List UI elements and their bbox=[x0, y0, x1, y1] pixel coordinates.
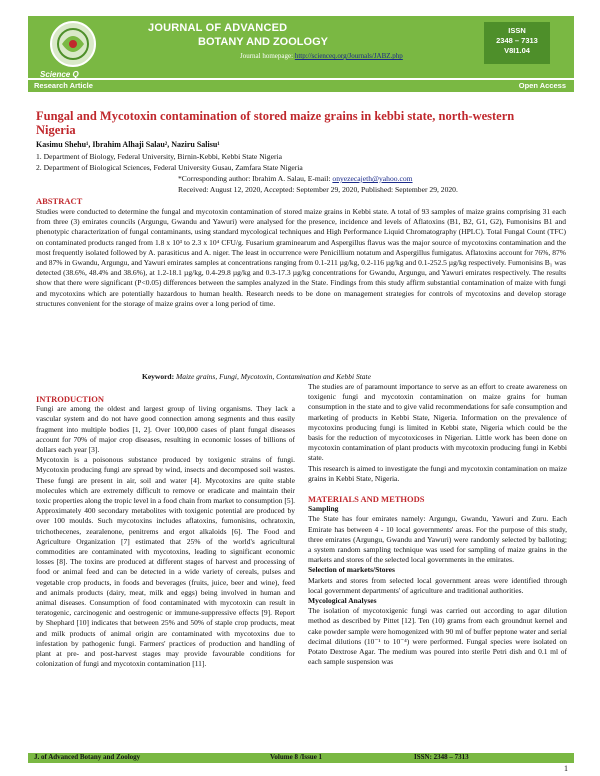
journal-name-line1: JOURNAL OF ADVANCED bbox=[148, 22, 288, 34]
logo-text: Science Q bbox=[40, 70, 79, 79]
keywords-text: Maize grains, Fungi, Mycotoxin, Contamination and Kebbi State bbox=[174, 372, 371, 381]
open-access-label: Open Access bbox=[518, 81, 566, 90]
corresponding-author bbox=[178, 174, 413, 183]
selection-heading: Selection of markets/Stores bbox=[308, 565, 395, 575]
methods-heading: MATERIALS AND METHODS bbox=[308, 494, 425, 505]
affiliation-2: 2. Department of Biological Sciences, Federal University Gusau, Zamfara State Nigeria bbox=[36, 163, 303, 172]
paper-title: Fungal and Mycotoxin contamination of stored maize grains in kebbi state, north-western Nigeria bbox=[36, 109, 515, 137]
left-column bbox=[36, 394, 295, 669]
sampling-text: The State has four emirates namely: Argungu, Gwandu, Yawuri and Zuru. Each Emirate has between 4 - 10 local governments' areas. For the purpose of this study, three emirates (Argungu, Gwandu and Yawuri) were randomly selected by balloting; a system random sampling technique was used for sampling of maize grains in the markets and stores of the selected local governments in the emirates. bbox=[308, 514, 567, 565]
issn-box bbox=[484, 22, 550, 64]
page-footer bbox=[28, 753, 574, 763]
mycological-heading: Mycological Analyses bbox=[308, 596, 377, 606]
sampling-heading: Sampling bbox=[308, 504, 339, 514]
selection-text: Markets and stores from selected local government areas were identified through local government departments' of agriculture and traditional authorities. bbox=[308, 575, 567, 595]
article-type: Research Article bbox=[34, 81, 93, 90]
journal-name-line2: BOTANY AND ZOOLOGY bbox=[198, 36, 328, 48]
intro-paragraph-2: Mycotoxin is a poisonous substance produced by toxigenic strains of fungi. Mycotoxin producing fungi are spread by wind, insects and decomposed soil wastes. These fungi are present in air, soil and water [4]. Mycotoxins are quite stable molecules which are extremely difficult to remove or eradicate and maintain their toxic properties along the tropic level in a food chain from market to consumption [5]. Approximately 400 secondary metabolites with toxigenic potential are produced by over 100 moulds. Such mycotoxins includes aflatoxins, fumonisins, ochratoxin, trichothecenes, zearalenone, penitrems and ergot alkaloids [6]. The Food and Agriculture Organization [7] estimated that 25% of the world's agricultural commodities are contaminated with mycotoxins, leading to significant economic losses [8]. The toxins are produced at different stages of harvest and processing of food or animal feed and can be detected in a wide variety of cereals, pulses and vegetable crop products, in foods and beverages (fruits, juice, beer and wine), feed and animals products (dairy, meat, milk and eggs) being involved in human and animal diseases. Consumption of food contaminated with mycotoxin can result in teratogenic, carcinogenic and oestrogenic or immune-suppressive effects [9]. Report by Shephard [10] indicates that between 25% and 50% of staple crop products, meat and milk products of animal origin are contaminated with mycotoxins due to infestation by pathogenic fungi. Farmers' practices of production and handling of plant at pre- and post-harvest stages may provide favourable conditions for colonization of fungi and mycotoxin contamination [11]. bbox=[36, 455, 295, 669]
received-dates: Received: August 12, 2020, Accepted: September 29, 2020, Published: September 29, 2020. bbox=[178, 185, 458, 194]
right-paragraph-2: This research is aimed to investigate the fungi and mycotoxin contamination on maize grains in Kebbi State, Nigeria. bbox=[308, 463, 567, 483]
homepage-link[interactable]: http://scienceq.org/Journals/JABZ.php bbox=[294, 52, 403, 60]
abstract-text: Studies were conducted to determine the fungal and mycotoxin contamination of stored maize grains in Kebbi state. A total of 93 samples of maize grains comprising 31 each from three (3) emirates councils (Argungu, Gwandu and Yawuri) were analysed for the presence, incidence and levels of Aflatoxins (B1, B2, G1, G2), Fumonisins B1 and phenotypic characterization of fungal contaminants, using standard mycological techniques and High Performance Liquid Chromatography (HPLC). Total Fungal Count (TFC) on contaminated products ranged from 1.8 x 10³ to 2.3 x 10⁴ CFU/g. Fusarium graminearum and Aspergillus flavus was the major source of mycotoxins contamination and the most frequently isolated followed by A. parasiticus and A. niger. The least in occurrence were Penicillium notatum and Aspergillus fumigatus. Aflatoxins account for 76%, 87% and 87% in Gwandu, Argungu, and Yawuri emirates samples at concentrations ranging from 0.1-211 µg/kg, 0.2-116 µg/kg and 0.1-252.5 µg/kg respectively. Fumonisins B₁ was detected (38.6%, 48.4% and 38.6%), at 1.2-18.1 µg/kg, 0.4-29.8 µg/kg and 0.3-17.3 µg/kg concentrations for Gwandu, Argungu, and Yawuri emirates respectively. The results show that there were significant (P<0.05) differences between the samples analyzed in the State. Findings from this study affirm substantial contamination of maize with fungi and mycotoxins which are potentially hazardous to human health. Research needs to be done on management strategies for controls of mycotoxins and develop storage structures convenient for the storage of maize grains over a long period of time. bbox=[36, 207, 566, 308]
abstract-heading: ABSTRACT bbox=[36, 196, 83, 206]
right-paragraph-1: The studies are of paramount importance to serve as an effort to create awareness on toxigenic fungi and mycotoxin contamination on maize grains for human consumption in the state and to give valid recommendations for safe consumption and marketing of products in Kebbi State, Nigeria. Information on the prevalence of mycotoxins producing fungi is limited in Kebbi state, Nigeria which could be the basis for the reduction of mycotoxicoses in Nigerian. Little work has been done on mycotoxin contamination of plant products with mycotoxin producing fungi in Kebbi state. bbox=[308, 382, 567, 463]
article-type-bar bbox=[28, 80, 574, 92]
footer-volume: Volume 8 /Issue 1 bbox=[270, 753, 323, 761]
footer-issn: ISSN: 2348 – 7313 bbox=[414, 753, 469, 761]
homepage-label: Journal homepage: bbox=[240, 52, 294, 60]
page-number: 1 bbox=[564, 764, 568, 773]
issn-label: ISSN bbox=[508, 26, 526, 35]
footer-journal: J. of Advanced Botany and Zoology bbox=[34, 753, 141, 761]
author-email-link[interactable]: onyezecajeth@yahoo.com bbox=[332, 174, 413, 183]
journal-homepage bbox=[240, 52, 403, 60]
corresponding-label: *Corresponding author: Ibrahim A. Salau, E-mail: bbox=[178, 174, 333, 183]
keywords-line bbox=[142, 372, 371, 381]
intro-paragraph-1: Fungi are among the oldest and largest group of living organisms. They lack a vascular system and do not have good connection among segments and thus easily fragment into multiple bodies [1, 2]. Over 100,000 cases of plant fungal diseases account for 70% of major crop diseases, resulting in economic losses of billions of dollars each year [3]. bbox=[36, 404, 295, 455]
keywords-label: Keyword: bbox=[142, 372, 175, 381]
author-list: Kasimu Shehu¹, Ibrahim Alhaji Salau², Naziru Salisu¹ bbox=[36, 140, 220, 149]
introduction-heading: INTRODUCTION bbox=[36, 394, 105, 404]
volume-code: V8I1.04 bbox=[504, 46, 530, 55]
issn-number: 2348 – 7313 bbox=[496, 36, 538, 45]
affiliation-1: 1. Department of Biology, Federal University, Birnin-Kebbi, Kebbi State Nigeria bbox=[36, 152, 282, 161]
right-column bbox=[308, 382, 567, 667]
mycological-text: The isolation of mycotoxigenic fungi was carried out according to agar dilution method as described by Pittet [12]. Ten (10) grams from each groundnut kernel and cake powder sample were homogenized with 90 ml of buffer peptone water and serial decimal dilutions (10⁻¹ to 10⁻⁴) were performed. Fungal species were isolated on Potato Dextrose Agar. The medium was poured into sterile Petri dish and 0.1 ml of each sample suspension was bbox=[308, 606, 567, 667]
